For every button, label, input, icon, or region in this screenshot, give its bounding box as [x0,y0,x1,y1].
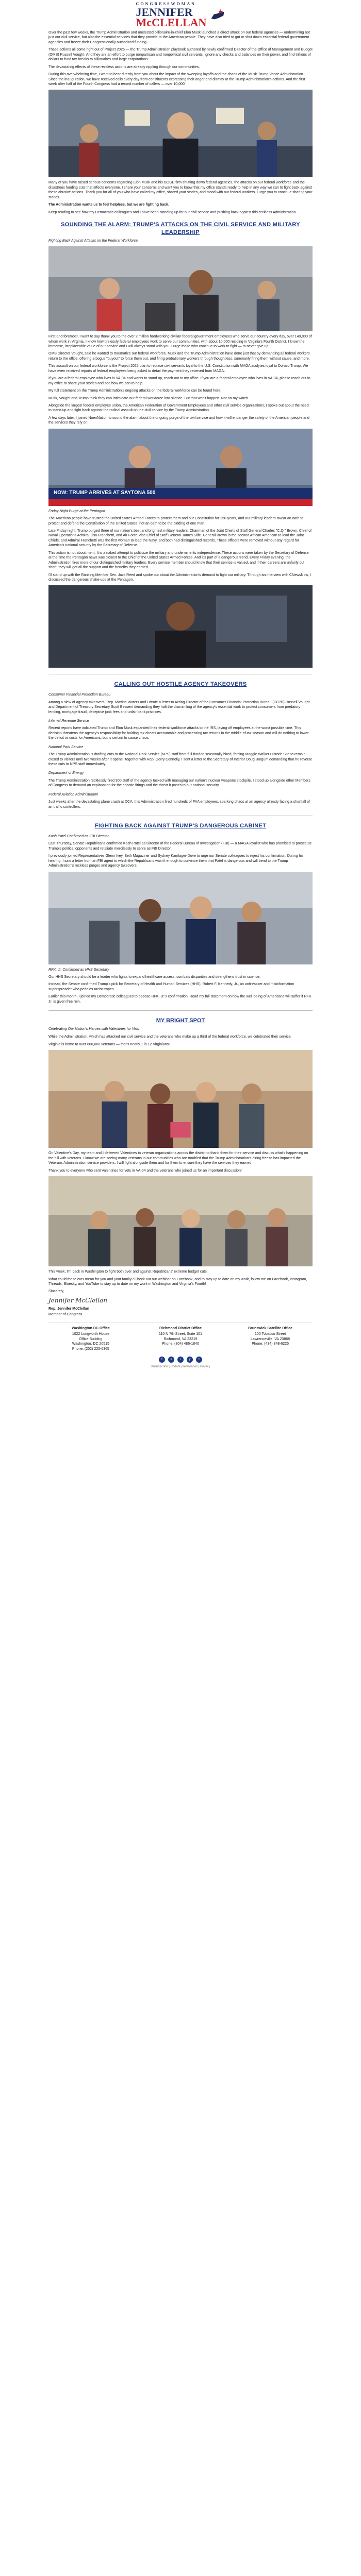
intro-paragraph: These actions all come right out of Project 2025 — the Trump Administration playbook authored by newly confirmed Director of the Office of Management and Budget (OMB) Russell Vought. And they are an effort to purge nonpartisan and nonpolitical civil servants, ignore any checks and balances on their power, and find trillions of dollars to fund tax breaks to billionaires and large corporations. [48,48,313,62]
section-subtitle: Fighting Back Against Attacks on the Federal Workforce [48,239,138,243]
footer-offices [48,1323,313,1351]
sub-heading: Kash Patel Confirmed as FBI Director [48,834,109,838]
body-paragraph: If you are a federal employee who lives in VA-04 and wants to stand up, reach out to my office. If you are a federal employee who lives in VA-04, please reach out to my office to share your stories and see how we can to help. [48,377,310,385]
body-paragraph: I previously joined Representatives Glenn Ivey, Seth Magaziner and Sydney Kamlager-Dove to urge our Senate colleagues to reject his confirmation. During his hearing, I said a letter from an FBI agent to which the Republicans wasn't enough to convince them that Patel is dangerous and will bend to the Trump Administration's reckless purges and agency takeovers. [48,854,304,868]
body-paragraph: A few days later, I joined NoenNation to sound the alarm about the ongoing purge of the civil service and how it will endanger the safety of the American people and the services they rely on. [48,416,309,425]
intro-paragraph: During this overwhelming time, I want to hear directly from you about the impact of the sweeping layoffs and the chaos of the Musk-Trump Vance Administration. Since the inauguration, we have received calls every day from constituents expressing their anger and dismay at the Trump Administration's actions. And the first week after half of the Fourth Congress had a record number of callers — over 10,000! [48,73,305,86]
unsubscribe-link[interactable]: Unsubscribe | Update preferences | Privacy [151,1365,210,1369]
body-paragraph: This week, I'm back in Washington to fight both over and against Republicans' extreme budget cuts. [48,1270,208,1274]
masthead-first-name: JENNIFER [136,5,193,19]
signer-role: Member of Congress [48,1313,83,1317]
body-paragraph: Alongside the largest federal employee union, the American Federation of Government Employees and other civil service organizations, I spoke out about the need to stand up and fight back against the radical assault on the civil service by the Trump Administration. [48,403,309,413]
intro-paragraph: The devastating effects of these reckless actions are already rippling through our communities. [48,65,200,69]
masthead-last-name: McCLELLAN [136,16,207,29]
x-twitter-icon[interactable]: x [168,1357,174,1363]
valentines-vets-image [48,1050,313,1148]
sub-heading: Friday Night Purge at the Pentagon [48,509,105,513]
body-paragraph: My full statement on the Trump Administration's ongoing attacks on the federal workforce can be found here. [48,389,222,393]
office-richmond: Richmond District Office 110 N 7th Street, Suite 101 Richmond, VA 23219 Phone: (804) 486-1840 [159,1326,202,1346]
sub-heading: Federal Aviation Administration [48,792,99,796]
sub-heading: Consumer Financial Protection Bureau [48,693,111,697]
photo-interview [48,585,313,668]
intro-paragraph: Over the past few weeks, the Trump Administration and unelected billionaire-in-chief Elon Musk launched a direct attack on our federal agencies — undermining not just our civil service, but also the essential services that they provide to the American people. They have also tried to gut or shut down essential federal government agencies and freeze their Congressionally authorized funding. [48,31,310,44]
divider [48,1010,313,1011]
body-paragraph: Our HHS Secretary should be a leader who fights to expand healthcare access, combats disparities and strengthens trust in science. [48,975,260,979]
video-news-clip[interactable] [48,429,313,506]
masthead-title-small: CONGRESSWOMAN [136,1,196,6]
intro-paragraph: Keep reading to see how my Democratic colleagues and I have been standing up for our civil service and pushing back against this reckless Administration. [48,210,297,214]
press-conference-image [48,246,313,331]
section-title-cabinet: FIGHTING BACK AGAINST TRUMP'S DANGEROUS CABINET [94,823,267,829]
social-links [48,1357,313,1363]
facebook-icon[interactable]: f [159,1357,165,1363]
body-paragraph: Virginia is home to over 600,000 veterans — that's nearly 1 in 12 Virginians! [48,1042,170,1046]
interview-photo-image [48,585,313,668]
threads-icon[interactable]: t [196,1357,202,1363]
body-paragraph: Instead, the Senate confirmed Trump's pick for Secretary of Health and Human Services (HHS), Robert F. Kennedy, Jr., an anti-vaxxer and misinformation superspreader who peddles racist tropes. [48,982,294,991]
photo-press-conference [48,246,313,331]
office-brunswick: Brunswick Satellite Office 100 Tobacco Street Lawrenceville, VA 23868 Phone: (434) 848-6225 [248,1326,293,1346]
intro-paragraph: The Administration wants us to feel helpless, but we are fighting back. [48,203,169,207]
section-subtitle: Celebrating Our Nation's Heroes with Valentines for Vets [48,1027,139,1031]
virginia-state-logo-icon [210,8,225,22]
body-paragraph: I'll stand up with the Ranking Member Sen. Jack Reed and spoke out about the Administration's demand to fight our military. Through an interview with CNewsNow, I discussed the dangerous shake-ups at the Pentagon. [48,573,311,582]
sub-heading: Department of Energy [48,771,84,775]
section-title-highlight: MY BRIGHT SPOT [156,1018,205,1024]
body-paragraph: While the Administration, which has attacked our civil service and the veterans who make up a third of the federal workforce, we celebrated their service. [48,1035,292,1039]
body-paragraph: Recent reports have indicated Trump and Elon Musk expanded their federal workforce attacks to the IRS, laying off employees at the worst possible time. This decision threatens the agency's responsibility for holding tax cheats accountable and processing tax returns in the middle of tax season and will do nothing to lower the deficit or costs for Americans, but is certain to cause chaos. [48,726,309,740]
youtube-icon[interactable]: y [187,1357,193,1363]
body-paragraph: Musk, Vought and Trump think they can intimidate our federal workforce into silence. But that won't happen. Not on my watch. [48,396,249,400]
sub-heading: National Park Service [48,745,84,749]
video-banner-text: NOW: TRUMP ARRIVES AT SAYTONA 500 [54,489,156,496]
body-paragraph: This action is not about merit. It is a naked attempt to politicize the military and undermine its independence. These actions were taken by the Secretary of Defense at the time the Pentagon news was closest to the Chief of the United States Armed Forces. And it's part of a dangerous trend. Every Friday evening, the Administration fires more of our distinguished military leaders. Every service member should know that their service is valued, and if their careers are unfairly cut short, they will get all the support and the benefits they earned. [48,551,309,570]
body-paragraph: What could these cuts mean for you and your family? Check out our webinar on Facebook, and to stay up to date on my work, follow me on Facebook, Instagram, Threads, Bluesky, and YouTube to stay up to date on my work in Washington and Virginia's Fourth! [48,1277,307,1286]
body-paragraph: The American people have trusted the United States Armed Forces to protect them and our Constitution for 250 years, and our military leaders swear an oath to protect and defend the Constitution of the United States, not an oath to be the bidding of one man. [48,517,304,526]
body-paragraph: The Trump Administration recklessly fired 300 staff of the agency tasked with managing our nation's nuclear weapons stockpile. I stood up alongside other Members of Congress to demand an explanation for the chaotic firings and the threat it poses to our national security. [48,778,310,788]
section-title-agencies: CALLING OUT HOSTILE AGENCY TAKEOVERS [114,681,247,688]
body-paragraph: Last Thursday, Senate Republicans confirmed Kash Patel as Director of the Federal Bureau of Investigation (FBI) — a MAGA loyalist who has promised to prosecute Trump's political opponents and retaliate mercilessly to serve as FBI Director. [48,842,312,851]
body-paragraph: Late Friday night, Trump purged three of our nation's best and brightest military leaders: Chairman of the Joint Chiefs of Staff General Charles "C.Q." Brown, Chief of Naval Operations Admiral Lisa Franchetti, and Air Force Vice Chief of Staff General James Slife. General Brown is the second African American to lead the Joint Chiefs, and Admiral Franchetti was the first woman to lead the Navy, and both had distinguished records. These officers were removed without any regard for America's national security by the Secretary of Defense. [48,529,312,548]
sub-heading: RFK, Jr. Confirmed as HHS Secretary [48,968,109,972]
vets-discussion-image [48,1176,313,1266]
body-paragraph: This assault on our federal workforce is the Project 2025 plan to replace civil servants loyal to the U.S. Constitution with MAGA acolytes loyal to Donald Trump. We have even received reports of federal employees being asked to detail the payment they received from MAGA. [48,364,308,373]
section-title-civil-service: SOUNDING THE ALARM: TRUMP'S ATTACKS ON THE CIVIL SERVICE AND MILITARY LEADERSHIP [61,222,300,235]
masthead [48,0,313,28]
intro-paragraph: Many of you have raised serious concerns regarding Elon Musk and his DOGE firm shutting down federal agencies, the attacks on our federal workforce and the disastrous funding cuts that affects everyone. I share your concerns and want you to know that my office stands ready to help in any way we can to fight back against these abusive actions. Thank you for all of you who have called my office, shared your stories, and stood with our federal workers. I urge you to continue sharing your stories. [48,181,313,199]
body-paragraph: Among a slew of agency takeovers, Rep. Maxine Waters and I wrote a letter to Acting Director of the Consumer Financial Protection Bureau (CFPB) Russell Vought and Department of Treasury Secretary Scott Bessent demanding they halt the dismantling of the agency's essential work to protect consumers from predatory lending, mortgage fraud, deceptive junk fees and unfair bank practices. [48,700,310,714]
office-dc: Washington DC Office 1022 Longworth House Office Building Washington, DC 20515 Phone: (202) 225-6365 [72,1326,110,1351]
signature: Jennifer McClellan [48,1296,107,1304]
press-event-image [48,872,313,964]
photo-press-event [48,872,313,964]
newsletter-page [46,0,315,1374]
body-paragraph: Earlier this month, I joined my Democratic colleagues to oppose RFK, Jr.'s confirmation. Read my full statement on how the well-being of Americans will suffer if RFK Jr. is given free rein. [48,995,311,1004]
body-paragraph: First and foremost, I want to say thank you to the over 2 million hardworking civilian federal government employees who serve our country every day, over 140,000 of whom work in Virginia. I know how tirelessly federal employees work to serve our communities, with about 10,000 residing in Virginia's Fourth District. I know the immense, irreplaceable value of our service and I will always stand with you. I urge those who continue to work to fight — to never give up. [48,335,312,348]
body-paragraph: Just weeks after the devastating plane crash at DCA, this Administration fired hundreds of FAA employees, sparking chaos at an agency already facing a shortfall of air traffic controllers. [48,800,310,809]
body-paragraph: OMB Director Vought, said he wanted to traumatize our federal workforce. Musk and the Trump Administration have done just that by demanding all federal workers return to the office, offering a bogus "buyout" to force them out, and firing probationary workers through thoughtless, summarily firing them without cause, and more. [48,352,310,361]
body-paragraph: On Valentine's Day, my team and I delivered Valentines to veteran organizations across the district to thank them for their service and discuss what's happening on the hill with veterans. I know we are seeing many veterans in our communities who are troubled that the Trump Administration's hiring freeze has impacted the Veterans Administration service providers. I will fight alongside them and for them to ensure they have the services they earned. [48,1151,308,1165]
photo-rally [48,90,313,177]
signoff [48,1289,313,1317]
sub-heading: Internal Revenue Service [48,719,89,723]
photo-vets-discussion [48,1176,313,1266]
rally-photo-image [48,90,313,177]
body-paragraph: Thank you to everyone who sent Valentines for vets in VA-04 and the veterans who joined us for an important discussion! [48,1168,242,1173]
signer-name: Rep. Jennifer McClellan [48,1307,89,1311]
sincerely-text: Sincerely, [48,1290,64,1294]
body-paragraph: The Trump Administration is drafting cuts to the National Park Service (NPS) staff from full-funded seasonally hired, forcing Maggie Walker Historic Site to remain closed to visitors until two weeks after it opens. Together with Rep. Gerry Connolly, I sent a letter to the Secretary of Interior Doug Burgum demanding that he reverse these cuts to NPS staff immediately. [48,753,313,767]
instagram-icon[interactable]: i [177,1357,184,1363]
photo-valentines-vets [48,1050,313,1148]
